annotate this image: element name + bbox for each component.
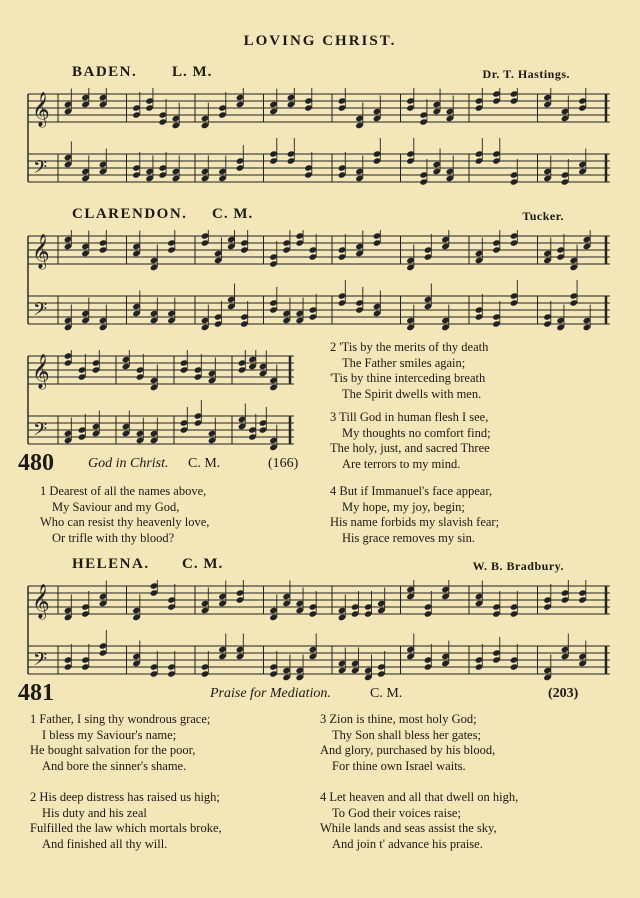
verse-line: 4 Let heaven and all that dwell on high,	[320, 790, 519, 804]
tune-meter-helena: C. M.	[182, 556, 224, 572]
verse-line: 2 His deep distress has raised us high;	[30, 790, 220, 804]
hymn-meter: C. M.	[370, 686, 403, 701]
verse-line: The Spirit dwells with men.	[342, 386, 482, 401]
tune-name-baden: BADEN.	[72, 64, 138, 80]
svg-text:𝄢: 𝄢	[33, 419, 48, 445]
verse-line: 1 Dearest of all the names above,	[40, 484, 207, 498]
svg-text:𝄞: 𝄞	[32, 354, 50, 390]
page-title: LOVING CHRIST.	[243, 33, 397, 49]
composer-helena: W. B. Bradbury.	[472, 559, 564, 573]
verse-line: Or trifle with thy blood?	[52, 530, 175, 545]
svg-text:𝄞: 𝄞	[32, 584, 50, 620]
verse-line: 4 But if Immanuel's face appear,	[330, 484, 493, 498]
verse-line: And join t' advance his praise.	[332, 836, 483, 851]
tune-meter-clarendon: C. M.	[212, 206, 254, 222]
verse-line: For thine own Israel waits.	[332, 758, 466, 773]
verse-line: My hope, my joy, begin;	[342, 499, 465, 514]
verse-line: 3 Zion is thine, most holy God;	[320, 712, 477, 726]
hymn-meter: C. M.	[188, 456, 221, 471]
verse-line: Thy Son shall bless her gates;	[332, 727, 481, 742]
verse-line: The holy, just, and sacred Three	[330, 441, 490, 455]
music-system-clarendon-end	[24, 350, 296, 458]
verse-line: To God their voices raise;	[332, 805, 461, 820]
hymn-title: Praise for Mediation.	[210, 686, 331, 701]
hymn-title: God in Christ.	[88, 456, 169, 471]
verse-2	[330, 340, 488, 402]
music-system-clarendon	[24, 230, 612, 338]
verse-line: While lands and seas assist the sky,	[320, 821, 497, 835]
verse-line: And glory, purchased by his blood,	[320, 743, 496, 757]
verse-4	[330, 484, 499, 546]
verse-line: My Saviour and my God,	[52, 499, 180, 514]
verse-line: Are terrors to my mind.	[342, 456, 461, 471]
svg-text:𝄞: 𝄞	[32, 234, 50, 270]
verse-line: And bore the sinner's shame.	[42, 758, 187, 773]
hymn-reference: (203)	[548, 686, 579, 701]
verse-line: His grace removes my sin.	[342, 530, 475, 545]
hymn-reference: (166)	[268, 456, 299, 471]
verse-2	[30, 790, 222, 852]
music-system-helena	[24, 580, 612, 688]
verse-line: Fulfilled the law which mortals broke,	[30, 821, 222, 835]
verse-line: He bought salvation for the poor,	[30, 743, 196, 757]
verse-3	[320, 712, 495, 774]
verse-3	[330, 410, 491, 472]
verse-line: Who can resist thy heavenly love,	[40, 515, 210, 529]
verse-line: The Father smiles again;	[342, 355, 466, 370]
verse-1	[40, 484, 209, 546]
verse-line: 2 'Tis by the merits of thy death	[330, 340, 489, 354]
composer-baden: Dr. T. Hastings.	[482, 67, 570, 81]
verse-4	[320, 790, 518, 852]
tune-name-helena: HELENA.	[72, 556, 150, 572]
hymn-number: 480	[18, 450, 54, 476]
verse-line: His name forbids my slavish fear;	[330, 515, 500, 529]
verse-line: 'Tis by thine interceding breath	[330, 371, 486, 385]
verse-line: And finished all thy will.	[42, 836, 168, 851]
verse-line: 3 Till God in human flesh I see,	[330, 410, 489, 424]
music-system-baden	[24, 88, 612, 196]
tune-meter-baden: L. M.	[172, 64, 213, 80]
tune-name-clarendon: CLARENDON.	[72, 206, 188, 222]
verse-line: My thoughts no comfort find;	[342, 425, 491, 440]
svg-text:𝄢: 𝄢	[33, 299, 48, 325]
composer-clarendon: Tucker.	[522, 209, 564, 223]
svg-text:𝄢: 𝄢	[33, 157, 48, 183]
hymn-number: 481	[18, 680, 54, 706]
svg-text:𝄢: 𝄢	[33, 649, 48, 675]
verse-line: I bless my Saviour's name;	[42, 727, 177, 742]
verse-line: His duty and his zeal	[42, 805, 147, 820]
svg-text:𝄞: 𝄞	[32, 92, 50, 128]
verse-1	[30, 712, 210, 774]
verse-line: 1 Father, I sing thy wondrous grace;	[30, 712, 211, 726]
